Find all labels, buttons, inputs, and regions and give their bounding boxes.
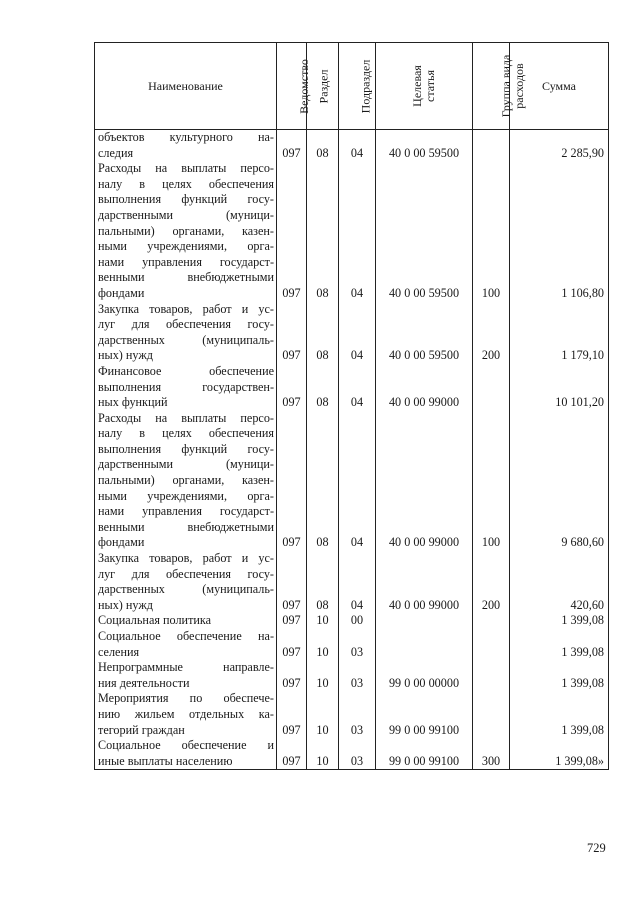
table-row	[95, 302, 609, 364]
row-target-article: 40 0 00 59500	[376, 130, 473, 162]
row-expense-group	[473, 364, 510, 411]
row-name	[95, 738, 277, 770]
row-target-article: 40 0 00 59500	[376, 302, 473, 364]
row-subsection: 04	[339, 551, 376, 613]
row-name-line: объектов культурного на-	[98, 130, 274, 144]
row-name-line: дарственных (муниципаль-	[98, 582, 274, 597]
table-row	[95, 629, 609, 660]
row-section: 08	[307, 161, 339, 301]
row-ministry: 097	[277, 738, 307, 770]
table-row	[95, 364, 609, 411]
row-name-line: Непрограммные направле-	[98, 660, 274, 675]
row-expense-group: 200	[473, 551, 510, 613]
row-name-line: Мероприятия по обеспече-	[98, 691, 274, 706]
row-subsection: 03	[339, 629, 376, 660]
row-name-line: нами управления государст-	[98, 504, 274, 519]
row-amount: 1 399,08	[510, 660, 609, 691]
header-amount: Сумма	[510, 43, 609, 130]
row-expense-group	[473, 613, 510, 629]
row-target-article: 40 0 00 99000	[376, 551, 473, 613]
row-name-line: ными учреждениями, орга-	[98, 488, 274, 503]
row-name-line: ния деятельности	[98, 675, 190, 690]
row-target-article	[376, 613, 473, 629]
row-target-article: 40 0 00 59500	[376, 161, 473, 301]
row-name-line: Финансовое обеспечение	[98, 363, 274, 378]
row-section: 10	[307, 613, 339, 629]
row-subsection: 04	[339, 411, 376, 551]
row-name	[95, 691, 277, 738]
row-expense-group	[473, 629, 510, 660]
table-row	[95, 660, 609, 691]
row-ministry: 097	[277, 411, 307, 551]
row-amount: 420,60	[510, 551, 609, 613]
row-ministry: 097	[277, 364, 307, 411]
row-name-line: дарственных (муниципаль-	[98, 332, 274, 347]
row-section: 08	[307, 551, 339, 613]
row-name-line: тегорий граждан	[98, 722, 185, 737]
row-subsection: 04	[339, 302, 376, 364]
header-section: Раздел	[307, 43, 339, 130]
header-target-article: Целевая статья	[376, 43, 473, 130]
row-ministry: 097	[277, 161, 307, 301]
table-row	[95, 551, 609, 613]
header-expense-group: Группа вида расходов	[473, 43, 510, 130]
table-body	[95, 130, 609, 770]
table-row	[95, 691, 609, 738]
budget-table-container	[94, 42, 608, 770]
page-number: 729	[587, 841, 606, 855]
budget-table	[94, 42, 609, 770]
row-name	[95, 364, 277, 411]
row-ministry: 097	[277, 551, 307, 613]
table-header-row	[95, 43, 609, 130]
row-name-line: луг для обеспечения госу-	[98, 317, 274, 332]
row-name-line: выполнения функций госу-	[98, 441, 274, 456]
row-name-line: Социальное обеспечение и	[98, 738, 274, 753]
row-name-line: нами управления государст-	[98, 254, 274, 269]
row-subsection: 04	[339, 161, 376, 301]
row-name-line: фондами	[98, 535, 145, 550]
row-section: 08	[307, 364, 339, 411]
row-section: 10	[307, 660, 339, 691]
row-subsection: 03	[339, 691, 376, 738]
row-name-line: дарственными (муници-	[98, 207, 274, 222]
row-name-line: налу в целях обеспечения	[98, 426, 274, 441]
header-name: Наименование	[95, 43, 277, 130]
row-ministry: 097	[277, 629, 307, 660]
row-expense-group: 300	[473, 738, 510, 770]
header-subsection: Подраздел	[339, 43, 376, 130]
row-name-line: Расходы на выплаты персо-	[98, 410, 274, 425]
row-subsection: 04	[339, 130, 376, 162]
row-name-line: следия	[98, 145, 134, 160]
row-subsection: 03	[339, 738, 376, 770]
row-amount: 2 285,90	[510, 130, 609, 162]
row-name-line: пальными) органами, казен-	[98, 473, 274, 488]
table-row	[95, 738, 609, 770]
row-name	[95, 660, 277, 691]
row-target-article	[376, 629, 473, 660]
row-name-line: выполнения государствен-	[98, 379, 274, 394]
row-section: 08	[307, 130, 339, 162]
row-section: 08	[307, 411, 339, 551]
row-name-line: иные выплаты населению	[98, 753, 233, 768]
row-amount: 1 399,08	[510, 691, 609, 738]
row-section: 08	[307, 302, 339, 364]
header-ministry: Ведомство	[277, 43, 307, 130]
row-expense-group: 200	[473, 302, 510, 364]
row-amount: 1 399,08	[510, 613, 609, 629]
row-section: 10	[307, 738, 339, 770]
row-ministry: 097	[277, 660, 307, 691]
row-name-line: Закупка товаров, работ и ус-	[98, 301, 274, 316]
row-name	[95, 551, 277, 613]
row-name-line: дарственными (муници-	[98, 457, 274, 472]
row-expense-group	[473, 130, 510, 162]
row-name-line: пальными) органами, казен-	[98, 223, 274, 238]
row-amount: 10 101,20	[510, 364, 609, 411]
row-name	[95, 411, 277, 551]
row-name	[95, 302, 277, 364]
row-subsection: 04	[339, 364, 376, 411]
table-row	[95, 411, 609, 551]
row-expense-group: 100	[473, 411, 510, 551]
row-target-article: 40 0 00 99000	[376, 364, 473, 411]
row-amount: 9 680,60	[510, 411, 609, 551]
row-name-line: ных функций	[98, 395, 168, 410]
row-section: 10	[307, 629, 339, 660]
row-name	[95, 613, 277, 629]
row-section: 10	[307, 691, 339, 738]
row-name-line: Социальное обеспечение на-	[98, 629, 274, 643]
row-target-article: 99 0 00 99100	[376, 738, 473, 770]
row-name-line: ных) нужд	[98, 597, 153, 612]
row-amount: 1 106,80	[510, 161, 609, 301]
row-subsection: 00	[339, 613, 376, 629]
row-name	[95, 130, 277, 162]
row-name-line: ными учреждениями, орга-	[98, 239, 274, 254]
row-name-line: ных) нужд	[98, 348, 153, 363]
table-row	[95, 130, 609, 162]
row-ministry: 097	[277, 130, 307, 162]
row-name-line: селения	[98, 644, 140, 659]
row-name-line: фондами	[98, 285, 145, 300]
row-name-line: луг для обеспечения госу-	[98, 566, 274, 581]
row-ministry: 097	[277, 613, 307, 629]
row-name-line: нию жильем отдельных ка-	[98, 706, 274, 721]
row-subsection: 03	[339, 660, 376, 691]
row-target-article: 99 0 00 00000	[376, 660, 473, 691]
row-target-article: 40 0 00 99000	[376, 411, 473, 551]
row-amount: 1 179,10	[510, 302, 609, 364]
row-amount: 1 399,08»	[510, 738, 609, 770]
row-name-line: выполнения функций госу-	[98, 192, 274, 207]
table-row	[95, 613, 609, 629]
table-row	[95, 161, 609, 301]
row-expense-group	[473, 660, 510, 691]
row-ministry: 097	[277, 691, 307, 738]
row-name	[95, 629, 277, 660]
row-target-article: 99 0 00 99100	[376, 691, 473, 738]
row-name-line: Закупка товаров, работ и ус-	[98, 551, 274, 566]
row-name-line: Социальная политика	[98, 613, 212, 628]
row-name-line: венными внебюджетными	[98, 270, 274, 285]
row-name-line: венными внебюджетными	[98, 519, 274, 534]
row-name-line: Расходы на выплаты персо-	[98, 161, 274, 176]
row-amount: 1 399,08	[510, 629, 609, 660]
row-ministry: 097	[277, 302, 307, 364]
row-expense-group: 100	[473, 161, 510, 301]
row-name	[95, 161, 277, 301]
row-expense-group	[473, 691, 510, 738]
row-name-line: налу в целях обеспечения	[98, 176, 274, 191]
